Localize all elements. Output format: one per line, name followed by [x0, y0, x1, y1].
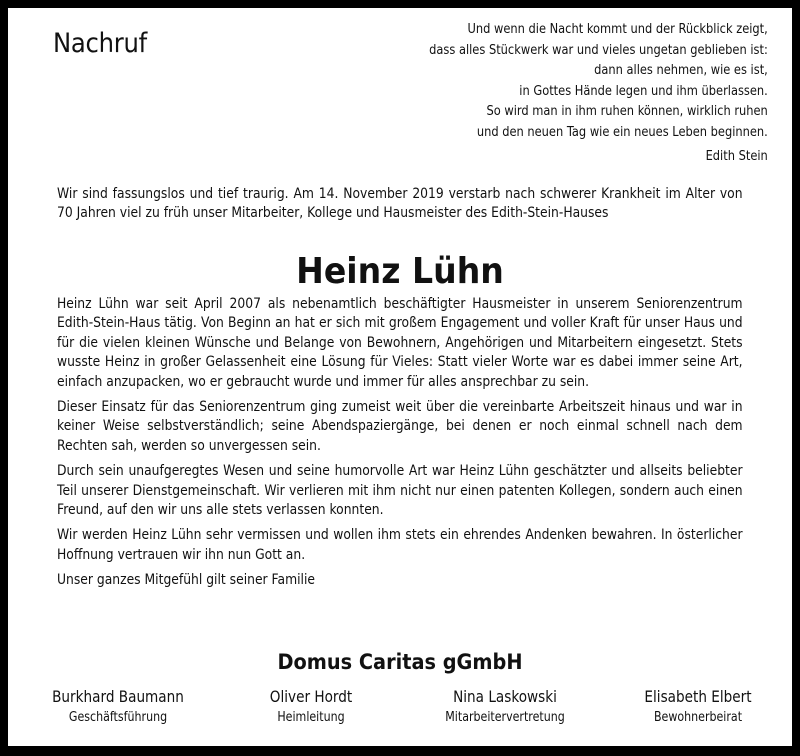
signatory-role: Geschäftsführung [68, 710, 168, 725]
notice-title: Nachruf [53, 28, 147, 59]
signatories [28, 686, 788, 728]
signatory [428, 686, 581, 728]
signatory [42, 686, 195, 728]
signatory [235, 686, 388, 728]
poem-line: dann alles nehmen, wie es ist, [594, 63, 768, 79]
intro-text-block [57, 185, 743, 224]
paragraph: Unser ganzes Mitgefühl gilt seiner Familie [57, 572, 315, 589]
obituary-notice [8, 8, 792, 746]
signatory-role: Bewohnerbeirat [653, 710, 743, 725]
paragraph: Durch sein unaufgeregtes Wesen und seine humorvolle Art war Heinz Lühn geschätzter und allseits beliebter Teil unserer Dienstgemeinschaft. Wir verlieren mit ihm nicht nur einen patenten Kollegen, sondern auch einen Freund, auf den wir uns alle stets verlassen konnten. [57, 463, 743, 519]
signatory-role: Heimleitung [277, 710, 345, 725]
signatory-name: Burkhard Baumann [52, 687, 184, 706]
paragraph: Dieser Einsatz für das Seniorenzentrum ging zumeist weit über die vereinbarte Arbeitszeit hinaus und war in keiner Weise selbstverständlich; seine Abendspaziergänge, bei denen er noch einmal schnell nach dem Rechten sah, werden so unvergessen sein. [57, 399, 743, 454]
signatory-name: Nina Laskowski [452, 687, 557, 706]
poem-line: Und wenn die Nacht kommt und der Rückblick zeigt, [467, 22, 768, 37]
intro-text: Wir sind fassungslos und tief traurig. Am 14. November 2019 verstarb nach schwerer Krankheit im Alter von 70 Jahren viel zu früh unser Mitarbeiter, Kollege und Hausmeister des Edith-Stein-Hauses [57, 186, 743, 222]
poem-line: So wird man in ihm ruhen können, wirklich ruhen [486, 104, 768, 120]
signatory [621, 686, 774, 728]
poem-line: in Gottes Hände legen und ihm überlassen. [519, 83, 768, 99]
signatory-name: Oliver Hordt [270, 687, 353, 706]
body-text [57, 295, 743, 591]
poem-quote [429, 20, 768, 167]
deceased-name: Heinz Lühn [296, 251, 504, 292]
paragraph: Heinz Lühn war seit April 2007 als nebenamtlich beschäftigter Hausmeister in unserem Seniorenzentrum Edith-Stein-Haus tätig. Von Beginn an hat er sich mit großem Engagement und voller Kraft für unser Haus und für die vielen kleinen Wünsche und Belange von Bewohnern, Angehörigen und Mitarbeitern eingesetzt. Stets wusste Heinz in großer Gelassenheit eine Lösung für Vieles: Statt vieler Worte war es dabei immer seine Art, einfach anzupacken, wo er gebraucht wurde und immer für alles ansprechbar zu sein. [57, 296, 743, 390]
paragraph: Wir werden Heinz Lühn sehr vermissen und wollen ihm stets ein ehrendes Andenken bewahren. In österlicher Hoffnung vertrauen wir ihn nun Gott an. [57, 527, 743, 563]
poem-line: dass alles Stückwerk war und vieles ungetan geblieben ist: [429, 42, 768, 58]
organization-name: Domus Caritas gGmbH [277, 650, 523, 674]
poem-line: und den neuen Tag wie ein neues Leben beginnen. [477, 124, 768, 140]
signatory-name: Elisabeth Elbert [644, 687, 752, 706]
poem-author: Edith Stein [705, 148, 768, 164]
signatory-role: Mitarbeitervertretung [444, 710, 565, 725]
